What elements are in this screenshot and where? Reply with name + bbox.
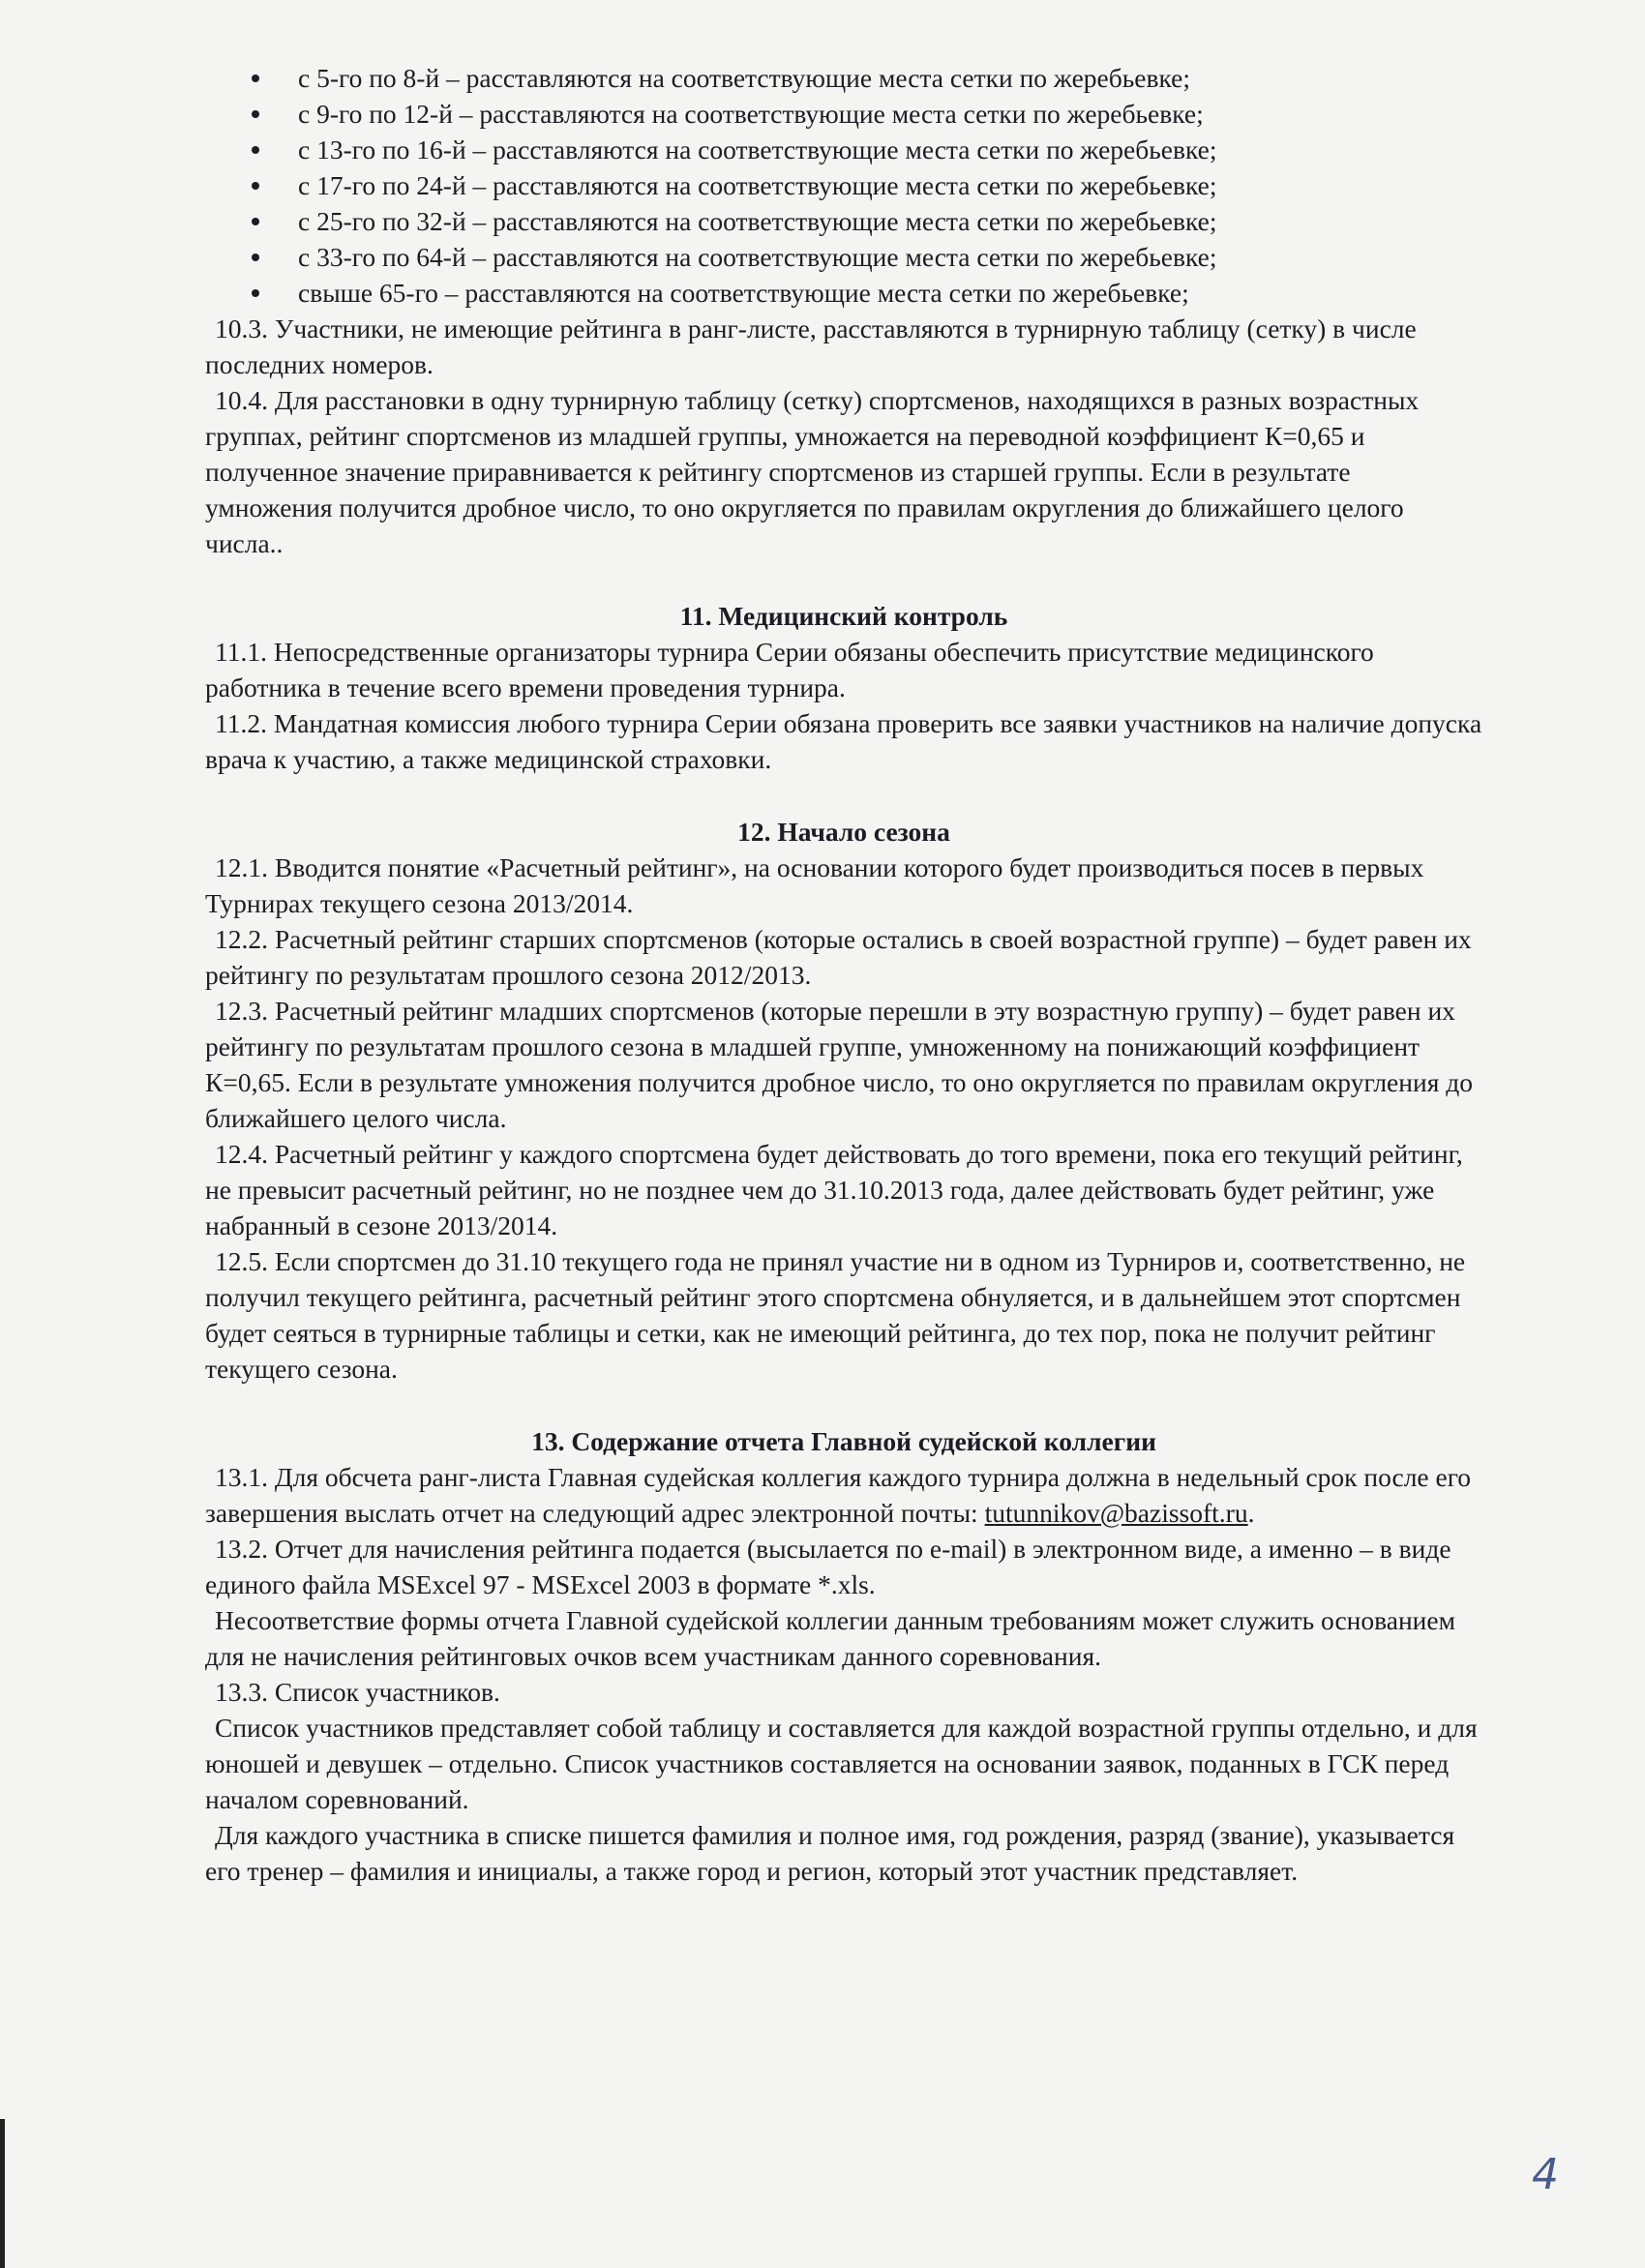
list-item <box>252 203 1482 239</box>
list-item-text: с 33-го по 64-й – расставляются на соответствующие места сетки по жеребьевке; <box>298 242 1217 272</box>
list-item-text: свыше 65-го – расставляются на соответствующие места сетки по жеребьевке; <box>298 278 1189 308</box>
bullet-icon <box>252 146 259 154</box>
list-item <box>252 60 1482 96</box>
paragraph-12-5: 12.5. Если спортсмен до 31.10 текущего года не принял участие ни в одном из Турниров и, соответственно, не получил текущего рейтинга, расчетный рейтинг этого спортсмена обнуляется, и в дальнейшем этот спортсмен будет сеяться в турнирные таблицы и сетки, как не имеющий рейтинга, до тех пор, пока не получит рейтинг текущего сезона. <box>205 1246 1466 1384</box>
paragraph-13-3-list: Список участников представляет собой таблицу и составляется для каждой возрастной группы отдельно, и для юношей и девушек – отдельно. Список участников составляется на основании заявок, поданных в ГСК перед началом соревнований. <box>205 1713 1478 1814</box>
paragraph-13-2: 13.2. Отчет для начисления рейтинга подается (высылается по e-mail) в электронном виде, а именно – в виде единого файла MSExcel 97 - MSExcel 2003 в формате *.xls. <box>205 1534 1451 1599</box>
email-link[interactable]: tutunnikov@bazissoft.ru <box>984 1498 1248 1528</box>
bullet-icon <box>252 218 259 225</box>
paragraph-10-4: 10.4. Для расстановки в одну турнирную таблицу (сетку) спортсменов, находящихся в разных возрастных группах, рейтинг спортсменов из младшей группы, умножается на переводной коэффициент К=0,65 и полученное значение приравнивается к рейтингу спортсменов из старшей группы. Если в результате умножения получится дробное число, то оно округляется по правилам округления до ближайшего целого числа.. <box>205 385 1420 558</box>
list-item-text: с 17-го по 24-й – расставляются на соответствующие места сетки по жеребьевке; <box>298 170 1217 200</box>
seeding-list <box>205 60 1482 311</box>
bullet-icon <box>252 289 259 297</box>
scan-edge-mark <box>0 2119 5 2268</box>
paragraph-13-1-end: . <box>1247 1498 1255 1528</box>
list-item-text: с 13-го по 16-й – расставляются на соответствующие места сетки по жеребьевке; <box>298 134 1217 164</box>
paragraph-13-3-details: Для каждого участника в списке пишется фамилия и полное имя, год рождения, разряд (звание), указывается его тренер – фамилия и инициалы, а также город и регион, который этот участник представляет. <box>205 1820 1455 1886</box>
paragraph-13-1 <box>205 1459 1482 1531</box>
list-item-text: с 9-го по 12-й – расставляются на соответствующие места сетки по жеребьевке; <box>298 99 1204 129</box>
list-item <box>252 275 1482 311</box>
list-item <box>252 132 1482 167</box>
paragraph-13-2-note: Несоответствие формы отчета Главной судейской коллегии данным требованиям может служить основанием для не начисления рейтинговых очков всем участникам данного соревнования. <box>205 1605 1455 1671</box>
bullet-icon <box>252 254 259 261</box>
list-item-text: с 5-го по 8-й – расставляются на соответствующие места сетки по жеребьевке; <box>298 63 1190 93</box>
paragraph-12-3: 12.3. Расчетный рейтинг младших спортсменов (которые перешли в эту возрастную группу) – будет равен их рейтингу по результатам прошлого сезона в младшей группе, умноженному на понижающий коэффициент К=0,65. Если в результате умножения получится дробное число, то оно округляется по правилам округления до ближайшего целого числа. <box>205 996 1473 1133</box>
paragraph-12-2: 12.2. Расчетный рейтинг старших спортсменов (которые остались в своей возрастной группе) – будет равен их рейтингу по результатам прошлого сезона 2012/2013. <box>205 924 1472 990</box>
section-heading-13: 13. Содержание отчета Главной судейской коллегии <box>531 1426 1156 1456</box>
list-item <box>252 96 1482 132</box>
paragraph-13-3: 13.3. Список участников. <box>215 1677 500 1707</box>
document-page <box>205 60 1482 1889</box>
section-heading-11: 11. Медицинский контроль <box>679 601 1008 631</box>
paragraph-10-3: 10.3. Участники, не имеющие рейтинга в ранг-листе, расставляются в турнирную таблицу (сетку) в числе последних номеров. <box>205 313 1417 379</box>
paragraph-13-1-text: 13.1. Для обсчета ранг-листа Главная судейская коллегия каждого турнира должна в недельный срок после его завершения выслать отчет на следующий адрес электронной почты: <box>205 1462 1472 1528</box>
paragraph-11-2: 11.2. Мандатная комиссия любого турнира Серии обязана проверить все заявки участников на наличие допуска врача к участию, а также медицинской страховки. <box>205 708 1482 774</box>
paragraph-11-1: 11.1. Непосредственные организаторы турнира Серии обязаны обеспечить присутствие медицинского работника в течение всего времени проведения турнира. <box>205 637 1374 702</box>
bullet-icon <box>252 110 259 118</box>
list-item <box>252 239 1482 275</box>
bullet-icon <box>252 75 259 82</box>
bullet-icon <box>252 182 259 190</box>
list-item-text: с 25-го по 32-й – расставляются на соответствующие места сетки по жеребьевке; <box>298 206 1217 236</box>
paragraph-12-1: 12.1. Вводится понятие «Расчетный рейтинг», на основании которого будет производиться посев в первых Турнирах текущего сезона 2013/2014. <box>205 852 1424 918</box>
section-heading-12: 12. Начало сезона <box>737 817 950 847</box>
handwritten-page-number: 4 <box>1532 2150 1559 2199</box>
paragraph-12-4: 12.4. Расчетный рейтинг у каждого спортсмена будет действовать до того времени, пока его текущий рейтинг, не превысит расчетный рейтинг, но не позднее чем до 31.10.2013 года, далее действовать будет рейтинг, уже набранный в сезоне 2013/2014. <box>205 1139 1463 1240</box>
list-item <box>252 167 1482 203</box>
